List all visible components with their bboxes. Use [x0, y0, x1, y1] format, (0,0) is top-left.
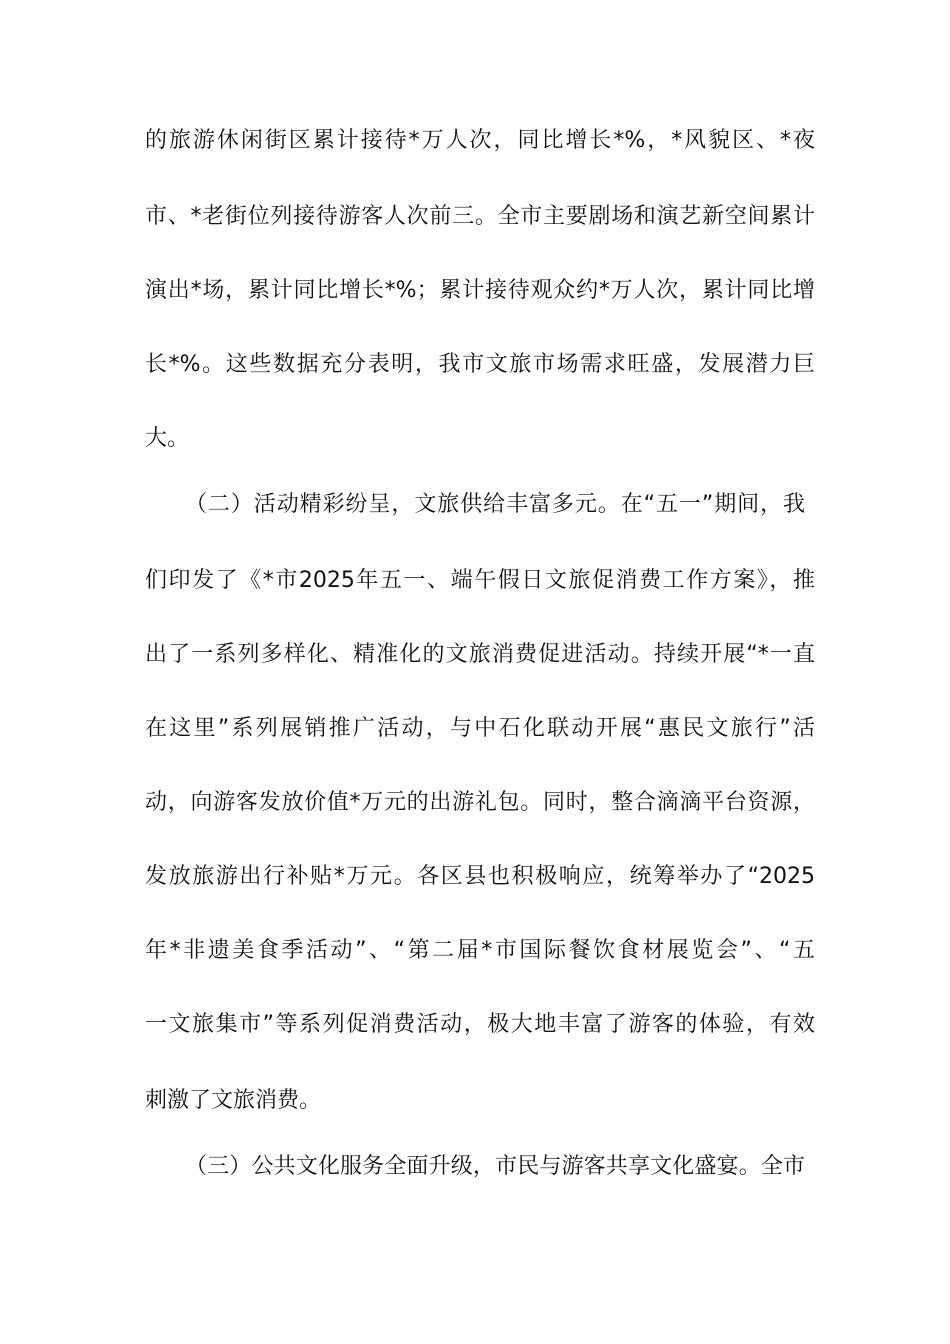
section-heading-line: （三）公共文化服务全面升级，市民与游客共享文化盛宴。全市 — [185, 1154, 805, 1179]
paragraph-line: 动，向游客发放价值*万元的出游礼包。同时，整合滴滴平台资源， — [145, 790, 815, 815]
section-heading-line: （二）活动精彩纷呈，文旅供给丰富多元。在“五一”期间，我 — [185, 492, 805, 517]
paragraph-line: 发放旅游出行补贴*万元。各区县也积极响应，统筹举办了“2025 — [145, 864, 815, 889]
paragraph-line: 出了一系列多样化、精准化的文旅消费促进活动。持续开展“*一直 — [145, 642, 815, 667]
paragraph-line: 市、*老街位列接待游客人次前三。全市主要剧场和演艺新空间累计 — [145, 204, 815, 229]
paragraph-line: 在这里”系列展销推广活动，与中石化联动开展“惠民文旅行”活 — [145, 716, 815, 741]
paragraph-line: 演出*场，累计同比增长*%；累计接待观众约*万人次，累计同比增 — [145, 278, 815, 303]
paragraph-line: 大。 — [145, 426, 190, 451]
paragraph-line: 们印发了《*市2025年五一、端午假日文旅促消费工作方案》，推 — [145, 568, 815, 593]
paragraph-line: 年*非遗美食季活动”、“第二届*市国际餐饮食材展览会”、“五 — [145, 938, 815, 963]
paragraph-line: 的旅游休闲街区累计接待*万人次，同比增长*%，*风貌区、*夜 — [145, 128, 815, 153]
paragraph-line: 长*%。这些数据充分表明，我市文旅市场需求旺盛，发展潜力巨 — [145, 352, 815, 377]
paragraph-line: 一文旅集市”等系列促消费活动，极大地丰富了游客的体验，有效 — [145, 1012, 815, 1037]
paragraph-line: 刺激了文旅消费。 — [145, 1088, 322, 1113]
